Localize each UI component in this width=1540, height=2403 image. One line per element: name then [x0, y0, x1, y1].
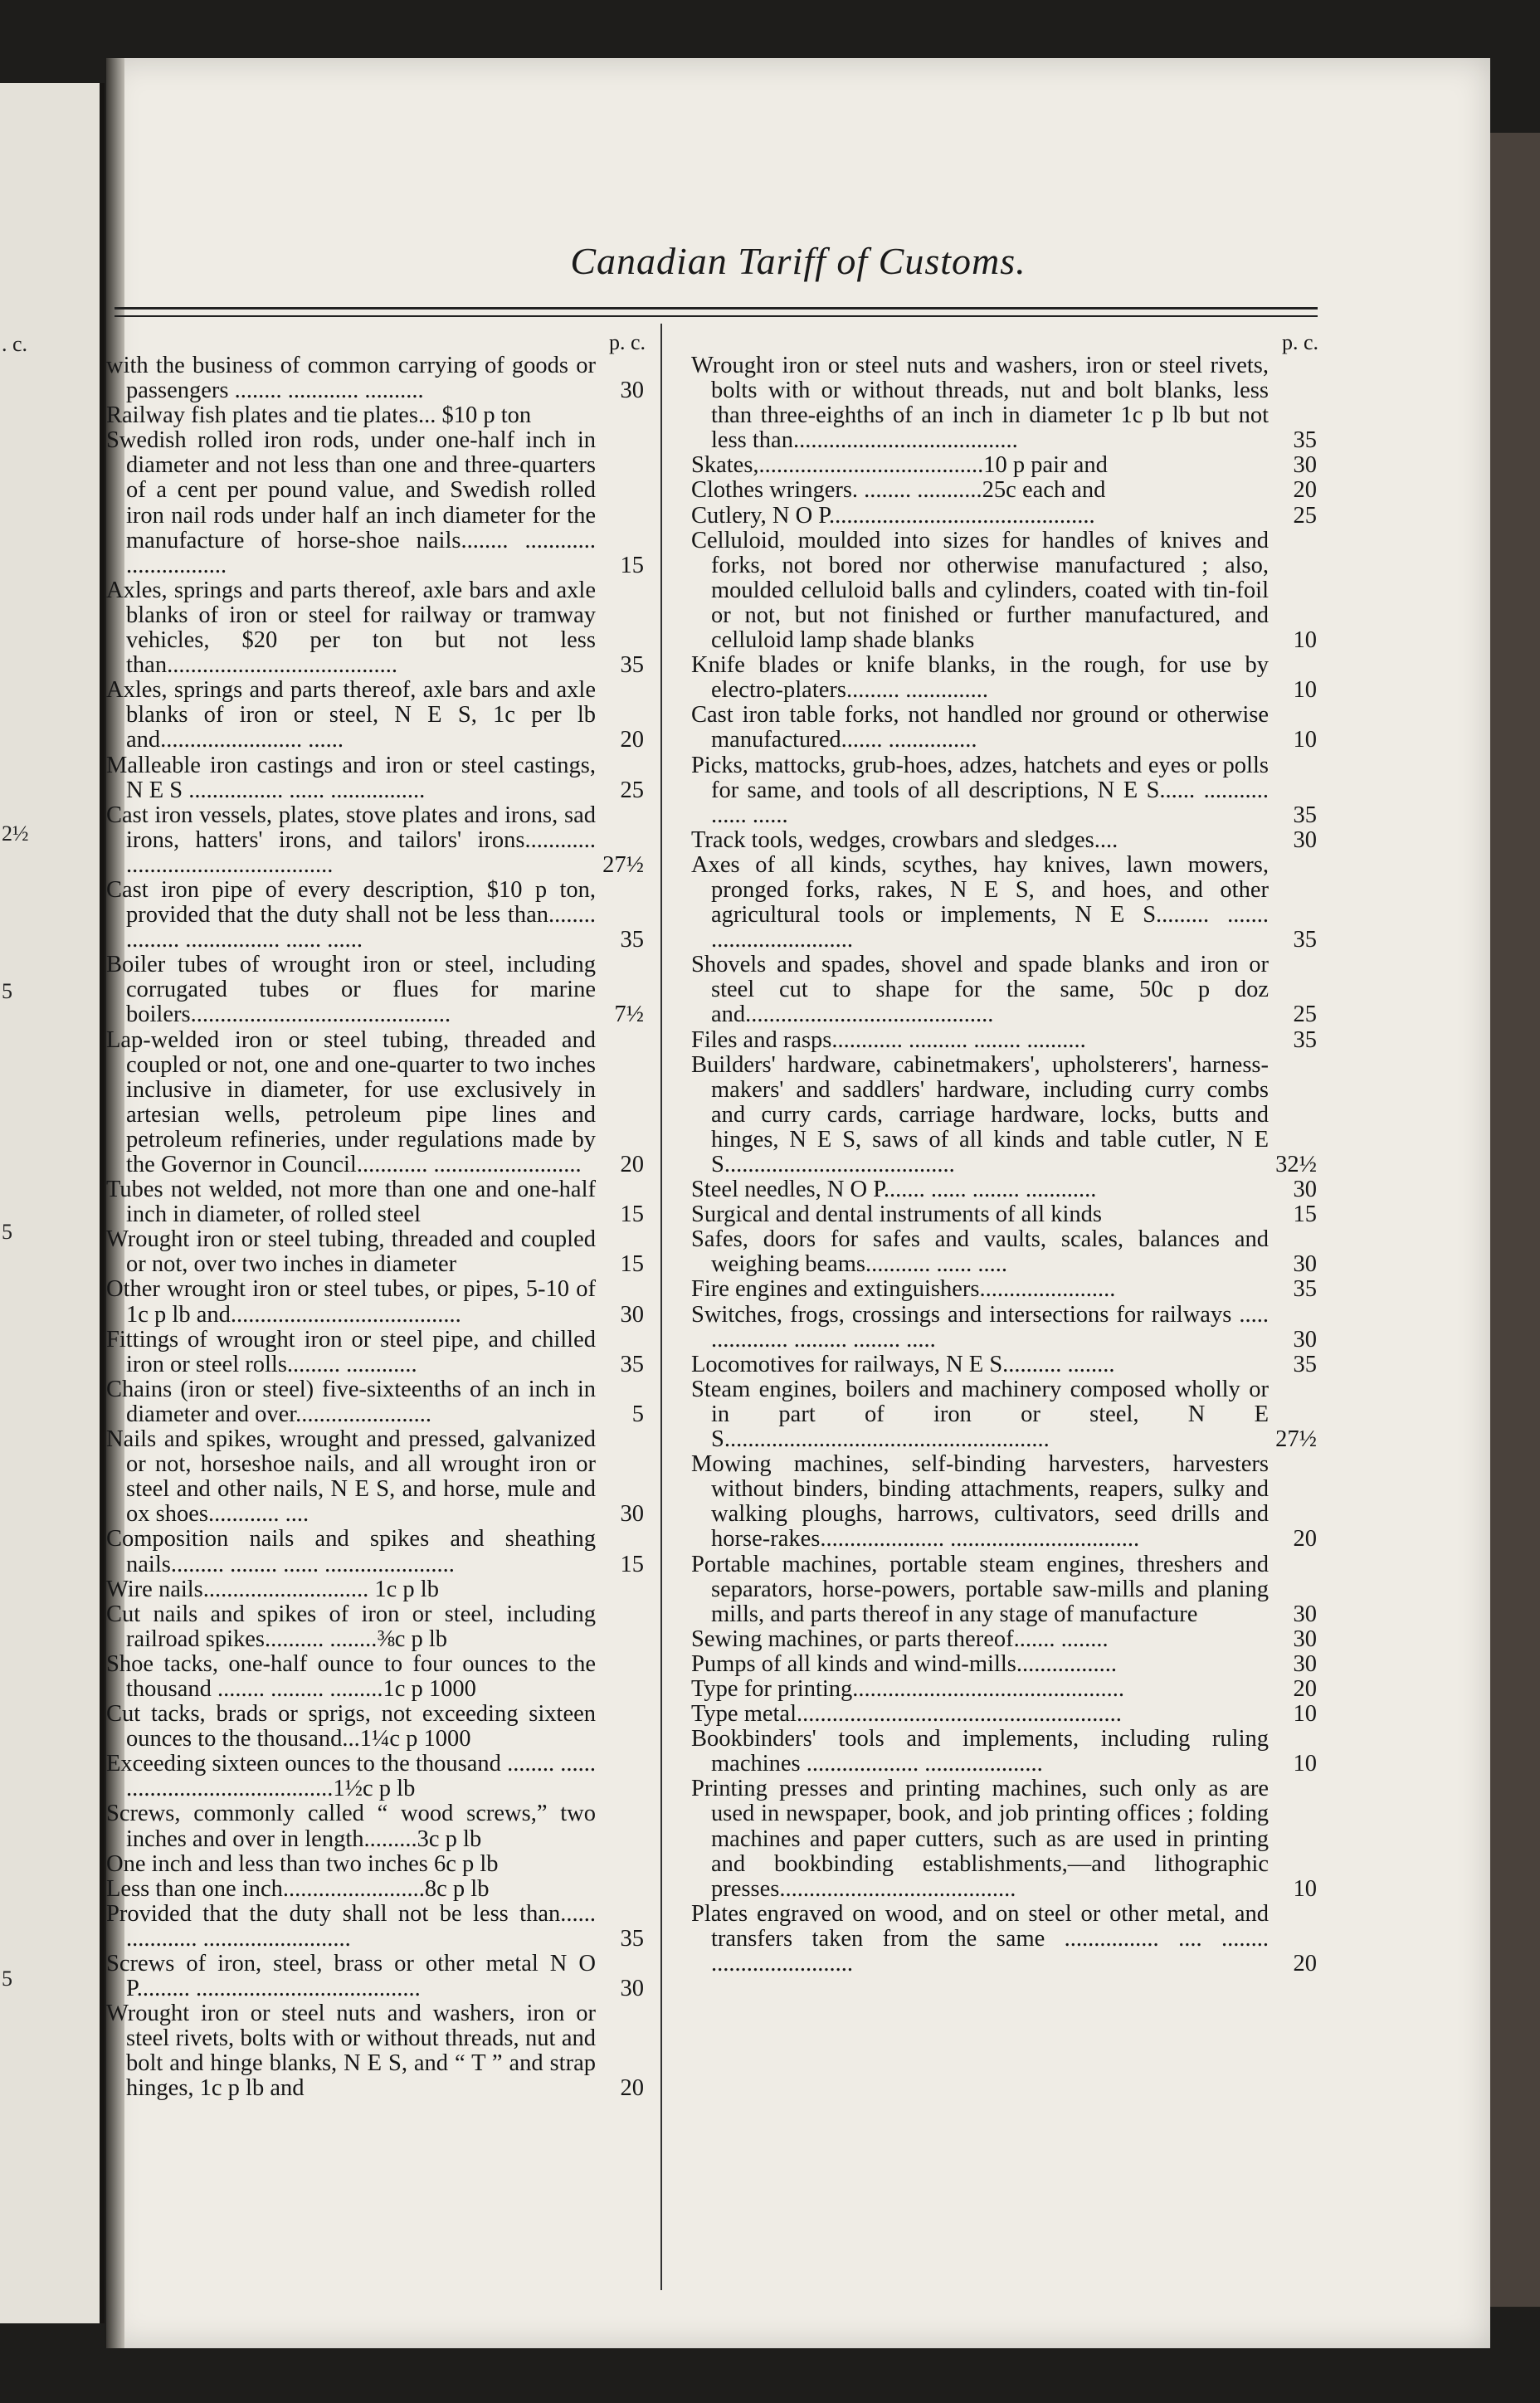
left-column	[106, 332, 654, 2102]
tariff-entry-text: Files and rasps............ .......... ........ ..........	[691, 1026, 1086, 1053]
prev-page-fragment: 5	[2, 979, 12, 1003]
tariff-entry	[691, 1552, 1327, 1627]
tariff-entry	[106, 403, 654, 428]
tariff-entry	[106, 1227, 654, 1277]
tariff-entry-text: Screws of iron, steel, brass or other metal N O P......... ......................................	[106, 1951, 596, 2002]
tariff-entry	[691, 478, 1327, 503]
tariff-entry-text: Exceeding sixteen ounces to the thousand ........ ...... ...................................1½c p lb	[106, 1751, 596, 1802]
tariff-entry-text: Cut tacks, brads or sprigs, not exceeding sixteen ounces to the thousand...1¼c p 1000	[106, 1701, 596, 1752]
tariff-entry-text: Portable machines, portable steam engines, threshers and separators, horse-powers, portable saw-mills and planing mills, and parts thereof in any stage of manufacture	[691, 1551, 1269, 1627]
tariff-entry-rate: 27½	[602, 851, 644, 878]
tariff-entry-text: Cast iron vessels, plates, stove plates and irons, sad irons, hatters' irons, and tailors' irons............ ...................................	[106, 802, 596, 878]
right-column	[691, 332, 1327, 1977]
tariff-entry-text: Shovels and spades, shovel and spade blanks and iron or steel cut to shape for the same, 50c p doz and..........................................	[691, 952, 1269, 1028]
tariff-entry-rate: 15	[620, 1251, 644, 1278]
column-header-pc: p. c.	[608, 330, 646, 354]
tariff-entry-rate: 30	[1293, 1326, 1317, 1353]
tariff-entry	[691, 504, 1327, 529]
tariff-entry	[106, 1427, 654, 1527]
tariff-entry-rate: 35	[620, 927, 644, 953]
tariff-entry	[106, 1952, 654, 2001]
prev-page-fragment: . c.	[2, 332, 28, 356]
tariff-entry-rate: 35	[1293, 1351, 1317, 1377]
tariff-entry	[691, 1702, 1327, 1727]
tariff-entry-text: Axes of all kinds, scythes, hay knives, lawn mowers, pronged forks, rakes, N E S, and hoes, and other agricultural tools or implements, N E S......... ....... ........................	[691, 851, 1269, 953]
tariff-entry	[691, 453, 1327, 478]
tariff-entry	[106, 428, 654, 578]
tariff-entry-text: Boiler tubes of wrought iron or steel, including corrugated tubes or flues for marine boilers............................................	[106, 952, 596, 1028]
tariff-entry-text: Printing presses and printing machines, such only as are used in newspaper, book, and job printing offices ; folding machines and paper cutters, such as are used in printing and bookbinding establishments,—and lithographic presses........................................	[691, 1776, 1269, 1902]
tariff-entry	[106, 1652, 654, 1702]
tariff-entry-rate: 20	[620, 2075, 644, 2102]
tariff-entry-rate: 30	[1293, 1650, 1317, 1677]
tariff-entry	[691, 1177, 1327, 1202]
tariff-entry-rate: 35	[1293, 802, 1317, 828]
previous-page-edge	[0, 83, 105, 2323]
tariff-entry	[691, 953, 1327, 1027]
tariff-entry-text: Tubes not welded, not more than one and one-half inch in diameter, of rolled steel	[106, 1177, 596, 1228]
tariff-entry-text: Wrought iron or steel nuts and washers, iron or steel rivets, bolts with or without threads, nut and bolt and hinge blanks, N E S, and “ T ” and strap hinges, 1c p lb and	[106, 2001, 596, 2102]
tariff-entry	[106, 1752, 654, 1801]
tariff-entry-rate: 30	[620, 378, 644, 404]
tariff-entry-rate: 15	[620, 1202, 644, 1228]
tariff-entry	[106, 1028, 654, 1178]
tariff-entry-rate: 30	[1293, 1626, 1317, 1652]
tariff-entry-rate: 30	[620, 1976, 644, 2002]
tariff-entry	[106, 1177, 654, 1227]
tariff-entry	[691, 1452, 1327, 1552]
book-cover-edge	[1490, 133, 1540, 2307]
tariff-entry	[691, 1202, 1327, 1227]
tariff-entry-text: Swedish rolled iron rods, under one-half inch in diameter and not less than one and three-quarters of a cent per pound value, and Swedish rolled iron nail rods under half an inch diameter for the manufacture of horse-shoe nails........ ............ .................	[106, 427, 596, 578]
tariff-entry-rate: 20	[1293, 1951, 1317, 1977]
tariff-entry	[106, 678, 654, 753]
tariff-entry	[106, 1801, 654, 1851]
prev-page-fragment: 2½	[2, 821, 29, 846]
tariff-entry-text: Cutlery, N O P.............................................	[691, 502, 1095, 529]
tariff-entry	[106, 1702, 654, 1752]
tariff-entry-rate: 25	[1293, 1002, 1317, 1028]
tariff-entry-text: Cut nails and spikes of iron or steel, including railroad spikes.......... ........⅜c p lb	[106, 1601, 596, 1652]
tariff-entry-text: Malleable iron castings and iron or steel castings, N E S ................ ...... ................	[106, 752, 596, 803]
tariff-entry-text: Fittings of wrought iron or steel pipe, and chilled iron or steel rolls......... ............	[106, 1326, 596, 1377]
tariff-entry-text: Picks, mattocks, grub-hoes, adzes, hatchets and eyes or polls for same, and tools of all descriptions, N E S...... ........... ...... ......	[691, 752, 1269, 828]
tariff-entry	[691, 1377, 1327, 1452]
tariff-entry	[691, 1028, 1327, 1053]
tariff-entry-text: Knife blades or knife blanks, in the rough, for use by electro-platers......... ..............	[691, 652, 1269, 704]
tariff-entry-rate: 32½	[1275, 1152, 1317, 1177]
right-entries	[691, 353, 1327, 1977]
column-header-pc: p. c.	[1281, 330, 1318, 354]
tariff-entry	[691, 1652, 1327, 1677]
tariff-entry-text: Wrought iron or steel tubing, threaded and coupled or not, over two inches in diameter	[106, 1226, 596, 1278]
book-page	[106, 58, 1490, 2348]
tariff-entry	[691, 1627, 1327, 1652]
tariff-entry	[691, 353, 1327, 453]
tariff-entry-text: Type for printing..............................................	[691, 1675, 1125, 1702]
tariff-entry-text: Wire nails............................ 1c p lb	[106, 1576, 439, 1602]
tariff-entry	[691, 1053, 1327, 1177]
tariff-entry	[691, 529, 1327, 653]
tariff-entry-text: Axles, springs and parts thereof, axle bars and axle blanks of iron or steel for railway or tramway vehicles, $20 per ton but not less than.......................................	[106, 577, 596, 679]
tariff-entry-rate: 7½	[614, 1002, 644, 1028]
tariff-entry-text: Chains (iron or steel) five-sixteenths of an inch in diameter and over.......................	[106, 1376, 596, 1427]
tariff-entry	[691, 703, 1327, 753]
tariff-entry-rate: 30	[1293, 1251, 1317, 1278]
tariff-entry-rate: 35	[620, 1351, 644, 1377]
tariff-entry	[691, 1277, 1327, 1302]
tariff-entry	[691, 1227, 1327, 1277]
tariff-entry	[106, 578, 654, 678]
tariff-entry	[106, 1577, 654, 1602]
tariff-entry-text: Mowing machines, self-binding harvesters, harvesters without binders, binding attachments, reapers, sulky and walking ploughs, harrows, cultivators, seed drills and horse-rakes..................... ................................	[691, 1451, 1269, 1552]
tariff-entry-text: Composition nails and spikes and sheathing nails......... ........ ...... ......................	[106, 1526, 596, 1577]
tariff-entry-text: Provided that the duty shall not be less than...... ............ .........................	[106, 1900, 596, 1952]
tariff-entry	[691, 1677, 1327, 1702]
tariff-entry-text: Type metal.......................................................	[691, 1701, 1122, 1728]
tariff-entry-rate: 35	[620, 652, 644, 679]
tariff-entry	[691, 1902, 1327, 1977]
tariff-entry-text: Builders' hardware, cabinetmakers', upholsterers', harness-makers' and saddlers' hardware, including curry combs and curry cards, carriage hardware, locks, butts and hinges, N E S, saws of all kinds and table cutler, N E S.......................................	[691, 1051, 1269, 1177]
tariff-entry-text: Lap-welded iron or steel tubing, threaded and coupled or not, one and one-quarter to two inches inclusive in diameter, for use exclusively in artesian wells, petroleum pipe lines and petroleum refineries, under regulations made by the Governor in Council............ .........................	[106, 1026, 596, 1177]
prev-page-fragment: 5	[2, 1967, 12, 1991]
column-divider	[660, 324, 662, 2290]
tariff-entry-rate: 30	[620, 1301, 644, 1328]
tariff-entry-rate: 35	[1293, 1026, 1317, 1053]
tariff-entry-rate: 35	[1293, 927, 1317, 953]
running-head: Canadian Tariff of Customs.	[570, 240, 1026, 282]
tariff-entry-text: Railway fish plates and tie plates... $10 p ton	[106, 402, 532, 429]
tariff-entry-text: Steel needles, N O P....... ...... ........ ............	[691, 1177, 1097, 1203]
tariff-entry	[106, 1328, 654, 1377]
tariff-entry	[106, 953, 654, 1027]
tariff-entry	[106, 1277, 654, 1327]
tariff-entry-text: Bookbinders' tools and implements, including ruling machines ................... ....................	[691, 1726, 1269, 1777]
tariff-entry	[691, 1727, 1327, 1777]
tariff-entry-text: Pumps of all kinds and wind-mills.................	[691, 1650, 1117, 1677]
tariff-entry	[106, 1377, 654, 1427]
tariff-entry-rate: 30	[1293, 452, 1317, 479]
tariff-entry-rate: 30	[1293, 1177, 1317, 1203]
tariff-entry-rate: 10	[1293, 1751, 1317, 1777]
tariff-entry	[106, 2001, 654, 2101]
tariff-entry-text: Celluloid, moulded into sizes for handles of knives and forks, not bored nor otherwise manufactured ; also, moulded celluloid balls and cylinders, coated with tin-foil or not, but not finished or further manufactured, and celluloid lamp shade blanks	[691, 527, 1269, 654]
tariff-entry-text: Track tools, wedges, crowbars and sledges....	[691, 826, 1118, 853]
tariff-entry-rate: 15	[1293, 1202, 1317, 1228]
tariff-entry-rate: 10	[1293, 1701, 1317, 1728]
tariff-entry-rate: 10	[1293, 1875, 1317, 1902]
header-rule	[115, 307, 1318, 310]
tariff-entry	[691, 753, 1327, 828]
tariff-entry	[691, 653, 1327, 703]
tariff-entry-text: Wrought iron or steel nuts and washers, iron or steel rivets, bolts with or without threads, nut and bolt blanks, less than three-eighths of an inch in diameter 1c p lb but not less than......................................	[691, 353, 1269, 454]
tariff-entry	[691, 853, 1327, 953]
tariff-entry	[106, 1602, 654, 1652]
tariff-entry	[691, 828, 1327, 853]
tariff-entry-text: Steam engines, boilers and machinery composed wholly or in part of iron or steel, N E S.......................................................	[691, 1376, 1269, 1453]
tariff-entry-rate: 20	[1293, 1675, 1317, 1702]
tariff-entry-text: with the business of common carrying of goods or passengers ........ ............ ..........	[106, 353, 596, 404]
tariff-entry-rate: 25	[1293, 502, 1317, 529]
tariff-entry-text: Cast iron pipe of every description, $10 p ton, provided that the duty shall not be less than........ ......... ................ ...... ......	[106, 876, 596, 953]
tariff-entry	[106, 803, 654, 878]
tariff-entry	[106, 1902, 654, 1952]
prev-page-fragment: 5	[2, 1220, 12, 1244]
tariff-entry-text: Plates engraved on wood, and on steel or other metal, and transfers taken from the same ................ .... ........ ........................	[691, 1900, 1269, 1977]
tariff-entry-rate: 30	[1293, 1601, 1317, 1627]
tariff-entry	[106, 753, 654, 803]
tariff-entry	[691, 1353, 1327, 1377]
tariff-entry-rate: 35	[1293, 1276, 1317, 1303]
tariff-entry-rate: 20	[1293, 1526, 1317, 1552]
tariff-entry-text: Switches, frogs, crossings and intersections for railways ..... ............. ......... ........ .....	[691, 1301, 1269, 1353]
tariff-entry-text: Clothes wringers. ........ ...........25c each and	[691, 477, 1106, 504]
tariff-entry-rate: 25	[620, 777, 644, 803]
tariff-entry-text: One inch and less than two inches 6c p lb	[106, 1850, 499, 1877]
tariff-entry-rate: 20	[1293, 477, 1317, 504]
tariff-entry-rate: 5	[631, 1401, 644, 1427]
tariff-entry-text: Nails and spikes, wrought and pressed, galvanized or not, horseshoe nails, and all wrought iron or steel and other nails, N E S, and horse, mule and ox shoes............ ....	[106, 1426, 596, 1528]
tariff-entry-rate: 10	[1293, 727, 1317, 753]
tariff-entry-rate: 15	[620, 1551, 644, 1577]
tariff-entry-text: Shoe tacks, one-half ounce to four ounces to the thousand ........ ......... .........1c p 1000	[106, 1650, 596, 1702]
tariff-entry-text: Other wrought iron or steel tubes, or pipes, 5-10 of 1c p lb and.......................................	[106, 1276, 596, 1328]
tariff-entry	[691, 1303, 1327, 1353]
tariff-entry	[106, 878, 654, 953]
tariff-entry-text: Screws, commonly called “ wood screws,” two inches and over in length.........3c p lb	[106, 1801, 596, 1852]
tariff-entry-rate: 10	[1293, 677, 1317, 704]
tariff-entry-text: Less than one inch........................8c p lb	[106, 1875, 490, 1902]
header-rule	[115, 315, 1318, 317]
tariff-entry	[691, 1777, 1327, 1901]
tariff-entry	[106, 1877, 654, 1902]
tariff-entry-text: Skates,......................................10 p pair and	[691, 452, 1108, 479]
tariff-entry-rate: 30	[620, 1501, 644, 1528]
left-entries	[106, 353, 654, 2102]
tariff-entry-rate: 30	[1293, 826, 1317, 853]
tariff-entry-text: Axles, springs and parts thereof, axle bars and axle blanks of iron or steel, N E S, 1c per lb and........................ ......	[106, 677, 596, 753]
tariff-entry	[106, 1527, 654, 1577]
tariff-entry-text: Surgical and dental instruments of all kinds	[691, 1202, 1102, 1228]
tariff-entry-rate: 20	[620, 727, 644, 753]
tariff-entry-text: Locomotives for railways, N E S.......... ........	[691, 1351, 1115, 1377]
tariff-entry	[106, 1852, 654, 1877]
tariff-entry-rate: 35	[620, 1925, 644, 1952]
tariff-entry-rate: 27½	[1275, 1426, 1317, 1453]
tariff-entry-text: Cast iron table forks, not handled nor ground or otherwise manufactured....... ...............	[691, 702, 1269, 753]
tariff-entry-rate: 35	[1293, 427, 1317, 454]
tariff-entry-text: Sewing machines, or parts thereof....... ........	[691, 1626, 1109, 1652]
tariff-entry	[106, 353, 654, 403]
tariff-entry-text: Fire engines and extinguishers.......................	[691, 1276, 1116, 1303]
tariff-entry-rate: 15	[620, 552, 644, 578]
tariff-entry-text: Safes, doors for safes and vaults, scales, balances and weighing beams........... ...... .....	[691, 1226, 1269, 1278]
tariff-entry-rate: 10	[1293, 627, 1317, 654]
tariff-entry-rate: 20	[620, 1152, 644, 1177]
